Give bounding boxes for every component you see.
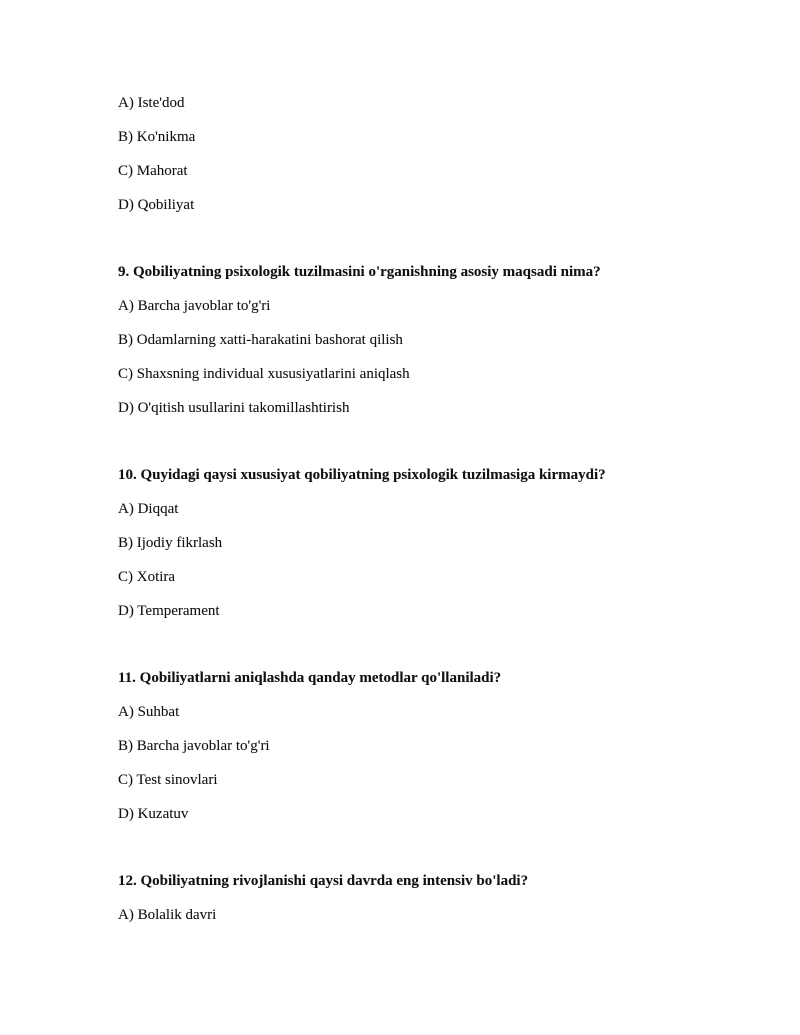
answer-option: B) Barcha javoblar to'g'ri [118, 738, 270, 754]
answer-option: C) Test sinovlari [118, 772, 218, 788]
answer-option: C) Mahorat [118, 163, 188, 179]
answer-option: B) Odamlarning xatti-harakatini bashorat qilish [118, 332, 403, 348]
quiz-content [118, 93, 718, 939]
answer-option: A) Suhbat [118, 704, 180, 720]
answer-option: A) Iste'dod [118, 95, 185, 111]
answer-option: A) Diqqat [118, 501, 179, 517]
answer-option: B) Ijodiy fikrlash [118, 535, 223, 551]
answer-option: D) O'qitish usullarini takomillashtirish [118, 400, 350, 416]
question-9: 9. Qobiliyatning psixologik tuzilmasini o'rganishning asosiy maqsadi nima? [118, 264, 601, 280]
answer-option: D) Qobiliyat [118, 197, 195, 213]
question-11: 11. Qobiliyatlarni aniqlashda qanday metodlar qo'llaniladi? [118, 670, 502, 686]
answer-option: D) Kuzatuv [118, 806, 189, 822]
answer-option: B) Ko'nikma [118, 129, 196, 145]
answer-option: C) Xotira [118, 569, 176, 585]
question-12: 12. Qobiliyatning rivojlanishi qaysi davrda eng intensiv bo'ladi? [118, 873, 529, 889]
question-10: 10. Quyidagi qaysi xususiyat qobiliyatning psixologik tuzilmasiga kirmaydi? [118, 467, 606, 483]
answer-option: D) Temperament [118, 603, 220, 619]
answer-option: A) Bolalik davri [118, 907, 217, 923]
answer-option: C) Shaxsning individual xususiyatlarini aniqlash [118, 366, 410, 382]
answer-option: A) Barcha javoblar to'g'ri [118, 298, 271, 314]
